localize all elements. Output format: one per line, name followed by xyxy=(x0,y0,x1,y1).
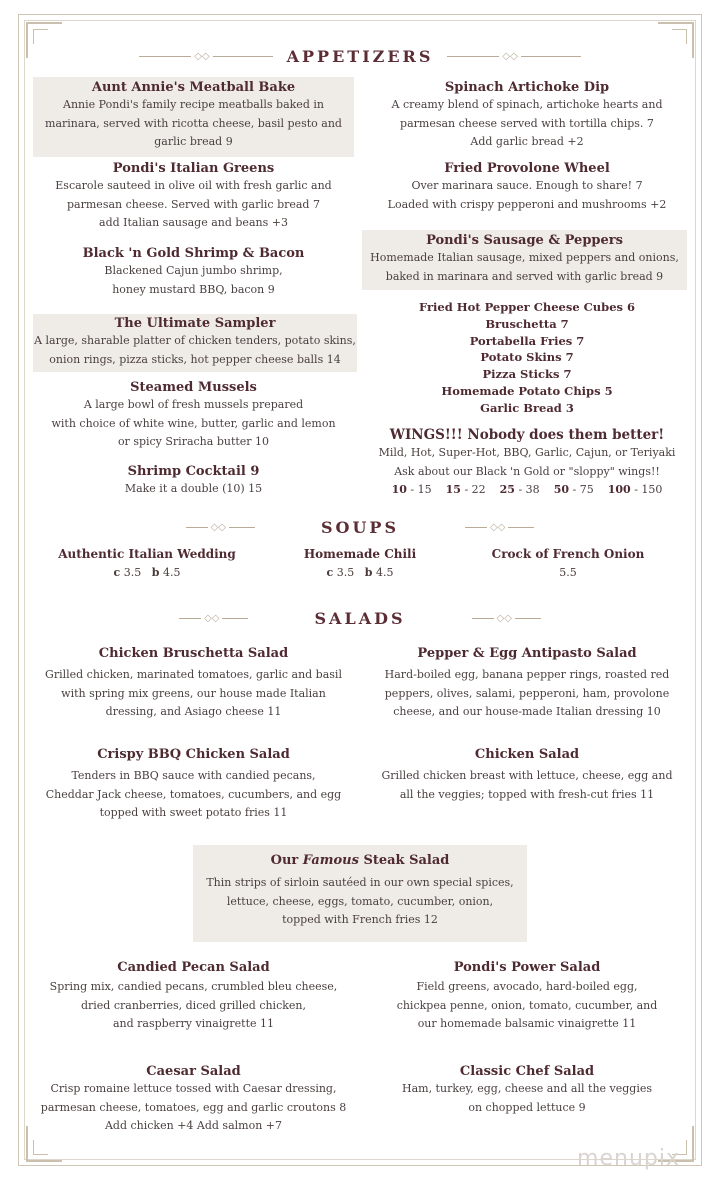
item-desc: topped with sweet potato fries 11 xyxy=(99,806,288,819)
menu-item-ultimate-sampler xyxy=(33,314,357,372)
soup-french-onion xyxy=(478,546,658,583)
soup-name: Crock of French Onion xyxy=(491,547,645,561)
corner-ornament-top-right xyxy=(658,22,694,58)
item-desc: Spring mix, candied pecans, crumbled bleu cheese, xyxy=(49,980,338,993)
item-desc: Over marinara sauce. Enough to share! 7 xyxy=(411,179,643,192)
item-desc: A large bowl of fresh mussels prepared xyxy=(83,398,304,411)
item-desc: Homemade Italian sausage, mixed peppers and onions, xyxy=(370,251,679,264)
menu-item-chef-salad xyxy=(364,1063,690,1117)
item-desc: Annie Pondi's family recipe meatballs baked in xyxy=(63,98,324,111)
item-name: Spinach Artichoke Dip xyxy=(444,80,610,95)
menu-item-chicken-salad xyxy=(364,746,690,804)
soup-price: c 3.5 b 4.5 xyxy=(113,566,181,579)
menu-item-power-salad xyxy=(364,959,690,1034)
item-desc: Mild, Hot, Super-Hot, BBQ, Garlic, Cajun, or Teriyaki xyxy=(378,446,676,459)
item-desc: garlic bread 9 xyxy=(154,135,233,148)
list-item: Bruschetta 7 xyxy=(485,316,569,331)
item-desc: on chopped lettuce 9 xyxy=(468,1100,586,1114)
item-name: Aunt Annie's Meatball Bake xyxy=(91,80,296,95)
item-desc: topped with French fries 12 xyxy=(282,913,438,926)
item-name: Shrimp Cocktail 9 xyxy=(127,464,260,479)
soup-price: c 3.5 b 4.5 xyxy=(326,566,394,579)
item-desc: parmesan cheese. Served with garlic bread 7 xyxy=(67,197,320,211)
menu-item-wings xyxy=(364,427,690,499)
list-item: Potato Skins 7 xyxy=(480,350,574,365)
item-desc: or spicy Sriracha butter 10 xyxy=(117,435,270,448)
item-name: Pondi's Italian Greens xyxy=(112,161,275,176)
wings-price-50: 50 - 75 xyxy=(553,483,594,496)
left-divider: ◇◇ xyxy=(139,51,272,62)
item-name: Our Famous Steak Salad xyxy=(270,853,450,868)
item-desc: Make it a double (10) 15 xyxy=(124,482,263,495)
item-desc: Ask about our Black 'n Gold or "sloppy" wings!! xyxy=(394,464,660,478)
item-name: Pondi's Sausage & Peppers xyxy=(426,233,623,248)
right-divider: ◇◇ xyxy=(465,522,534,533)
menu-item-bbq-chicken-salad xyxy=(33,746,354,823)
section-title: SOUPS xyxy=(320,517,400,537)
item-desc: with spring mix greens, our house made Italian xyxy=(61,686,326,700)
item-name: Fried Provolone Wheel xyxy=(444,161,610,176)
item-name: Black 'n Gold Shrimp & Bacon xyxy=(82,246,305,261)
menu-item-antipasto-salad xyxy=(364,645,690,722)
menu-item-famous-steak-salad xyxy=(193,845,527,942)
item-desc: all the veggies; topped with fresh-cut fries 11 xyxy=(399,787,655,801)
appetizers-heading xyxy=(140,46,580,66)
menu-item-meatball-bake xyxy=(33,77,354,157)
left-divider: ◇◇ xyxy=(186,522,255,533)
item-desc: baked in marinara and served with garlic bread 9 xyxy=(385,269,664,283)
item-desc: Escarole sauteed in olive oil with fresh garlic and xyxy=(55,179,332,192)
list-item: Garlic Bread 3 xyxy=(480,400,574,415)
list-item: Pizza Sticks 7 xyxy=(482,367,572,382)
item-desc: lettuce, cheese, eggs, tomato, cucumber, onion, xyxy=(226,894,494,908)
menu-item-sausage-peppers xyxy=(362,230,687,290)
item-desc: dressing, and Asiago cheese 11 xyxy=(105,705,282,718)
item-desc: Field greens, avocado, hard-boiled egg, xyxy=(416,980,638,993)
item-desc: and raspberry vinaigrette 11 xyxy=(112,1017,274,1030)
item-desc: Ham, turkey, egg, cheese and all the veggies xyxy=(401,1082,653,1095)
item-desc: Thin strips of sirloin sautéed in our own special spices, xyxy=(206,876,514,889)
item-desc: Cheddar Jack cheese, tomatoes, cucumbers, and egg xyxy=(45,787,342,801)
left-divider: ◇◇ xyxy=(179,613,248,624)
item-desc: onion rings, pizza sticks, hot pepper cheese balls 14 xyxy=(49,352,341,366)
watermark-logo: menupix xyxy=(577,1146,680,1171)
item-desc: Crisp romaine lettuce tossed with Caesar dressing, xyxy=(50,1082,337,1095)
item-desc: A large, sharable platter of chicken tenders, potato skins, xyxy=(34,334,356,347)
item-name: Pondi's Power Salad xyxy=(453,960,601,975)
item-name: WINGS!!! Nobody does them better! xyxy=(389,427,665,443)
item-name: The Ultimate Sampler xyxy=(114,316,276,331)
wings-price-list xyxy=(364,481,690,499)
item-desc: parmesan cheese served with tortilla chips. 7 xyxy=(400,116,654,130)
soup-name: Authentic Italian Wedding xyxy=(58,547,236,561)
item-desc: Hard-boiled egg, banana pepper rings, roasted red xyxy=(384,668,670,681)
menu-item-shrimp-cocktail xyxy=(33,463,354,499)
menu-item-candied-pecan-salad xyxy=(33,959,354,1034)
section-title: SALADS xyxy=(314,608,406,628)
item-desc: with choice of white wine, butter, garlic and lemon xyxy=(51,416,336,430)
item-desc: marinara, served with ricotta cheese, basil pesto and xyxy=(45,116,342,130)
menu-item-shrimp-bacon xyxy=(33,245,354,299)
menu-item-chicken-bruschetta-salad xyxy=(33,645,354,722)
soup-name: Homemade Chili xyxy=(303,547,417,561)
wings-price-100: 100 - 150 xyxy=(607,483,663,496)
item-desc: Loaded with crispy pepperoni and mushrooms +2 xyxy=(387,197,667,211)
item-desc: our homemade balsamic vinaigrette 11 xyxy=(417,1017,637,1030)
item-desc: honey mustard BBQ, bacon 9 xyxy=(112,282,275,296)
wings-price-15: 15 - 22 xyxy=(445,483,486,496)
item-desc: A creamy blend of spinach, artichoke hearts and xyxy=(391,98,663,111)
wings-price-25: 25 - 38 xyxy=(499,483,540,496)
list-item: Portabella Fries 7 xyxy=(469,333,585,348)
simple-appetizer-list xyxy=(364,299,690,417)
menu-item-caesar-salad xyxy=(33,1063,354,1136)
menu-item-steamed-mussels xyxy=(33,379,354,452)
menu-item-provolone-wheel xyxy=(364,160,690,214)
item-name: Crispy BBQ Chicken Salad xyxy=(97,747,290,762)
right-divider: ◇◇ xyxy=(472,613,541,624)
item-desc: Grilled chicken, marinated tomatoes, garlic and basil xyxy=(45,668,342,681)
soup-price: 5.5 xyxy=(559,566,577,579)
item-desc: Tenders in BBQ sauce with candied pecans, xyxy=(71,769,316,782)
item-name: Pepper & Egg Antipasto Salad xyxy=(417,646,637,661)
menu-item-italian-greens xyxy=(33,160,354,233)
item-desc: Grilled chicken breast with lettuce, cheese, egg and xyxy=(381,769,673,782)
item-desc: Add garlic bread +2 xyxy=(470,135,584,148)
item-desc: parmesan cheese, tomatoes, egg and garlic croutons 8 xyxy=(40,1100,347,1114)
soup-italian-wedding xyxy=(52,546,242,583)
item-desc: chickpea penne, onion, tomato, cucumber, and xyxy=(396,998,658,1012)
item-desc: Blackened Cajun jumbo shrimp, xyxy=(104,264,283,277)
item-name: Candied Pecan Salad xyxy=(117,960,270,975)
item-desc: add Italian sausage and beans +3 xyxy=(99,216,288,229)
item-desc: dried cranberries, diced grilled chicken, xyxy=(80,998,306,1012)
soup-chili xyxy=(270,546,450,583)
item-name: Classic Chef Salad xyxy=(459,1064,595,1079)
soups-heading xyxy=(175,517,545,537)
list-item: Homemade Potato Chips 5 xyxy=(441,383,613,398)
section-title: APPETIZERS xyxy=(286,46,434,66)
wings-price-10: 10 - 15 xyxy=(391,483,432,496)
item-name: Chicken Bruschetta Salad xyxy=(98,646,289,661)
menu-item-spinach-dip xyxy=(364,79,690,152)
item-name: Chicken Salad xyxy=(474,747,580,762)
right-divider: ◇◇ xyxy=(447,51,580,62)
corner-ornament-top-left xyxy=(26,22,62,58)
item-name: Steamed Mussels xyxy=(130,380,257,395)
item-desc: cheese, and our house-made Italian dressing 10 xyxy=(393,705,661,718)
item-desc: Add chicken +4 Add salmon +7 xyxy=(104,1119,282,1132)
list-item: Fried Hot Pepper Cheese Cubes 6 xyxy=(418,300,635,314)
item-desc: peppers, olives, salami, pepperoni, ham, provolone xyxy=(384,686,670,700)
salads-heading xyxy=(175,608,545,628)
item-name: Caesar Salad xyxy=(146,1064,241,1079)
